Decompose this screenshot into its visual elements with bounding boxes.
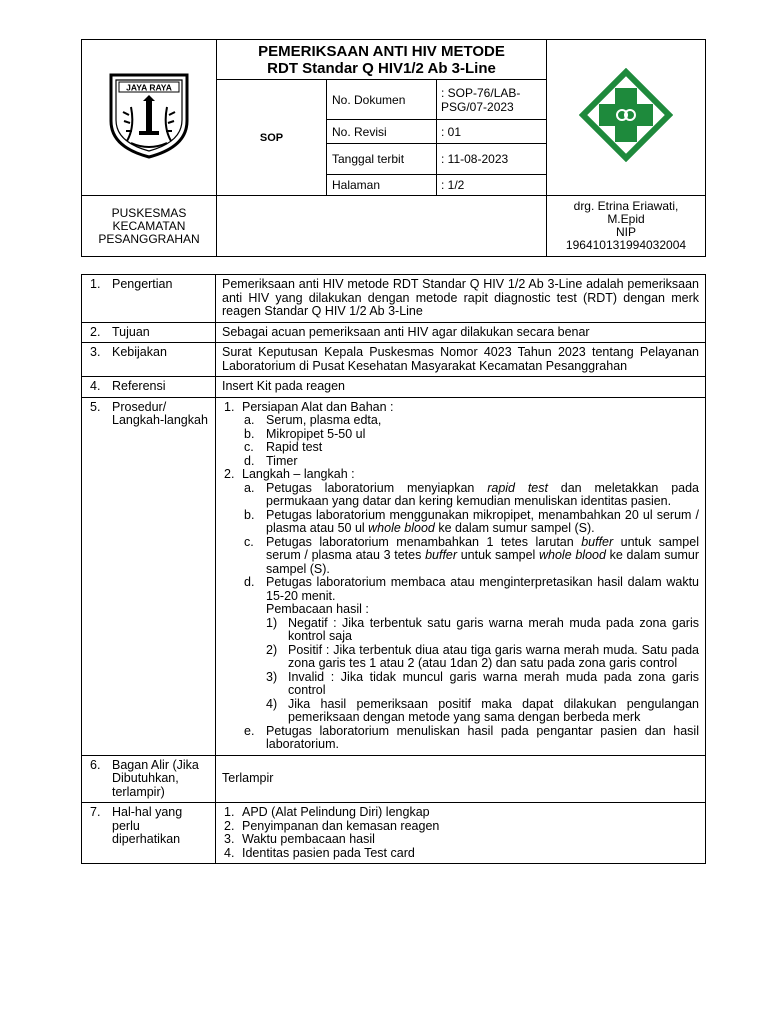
issue-date-value: : 11-08-2023 (437, 144, 547, 175)
list-item: 1. APD (Alat Pelindung Diri) lengkap (224, 805, 430, 819)
list-item: b. Petugas laboratorium menggunakan mikropipet, menambahkan 20 ul serum / plasma atau 50 ul whole blood ke dalam sumur sampel (S). (244, 507, 699, 535)
prosedur-content (216, 397, 706, 755)
doc-number-value: : SOP-76/LAB-PSG/07-2023 (437, 80, 547, 120)
list-item: 1) Negatif : Jika terbentuk satu garis warna merah muda pada zona garis kontrol saja (266, 615, 699, 643)
list-item: 2) Positif : Jika terbentuk diua atau tiga garis warna merah muda. Satu pada zona garis tes 1 atau 2 (atau 1dan 2) dan satu pada zona garis control (266, 642, 699, 670)
signer-block: drg. Etrina Eriawati, M.Epid NIP 196410131994032004 (547, 196, 706, 257)
list-item: 3. Waktu pembacaan hasil (224, 832, 375, 846)
sop-label: SOP (217, 80, 327, 196)
section-prosedur: 5. Prosedur/ Langkah-langkah 1. Persiapan Alat dan Bahan : a. Serum, plasma edta, b. Mikropipet 5-50 ul c. Rapid test d. Timer 2. Langkah – langkah : a. Petugas laboratorium menyiapkan rapid test dan meletakkan pada permukaan yang datar dan kering kemudian menuliskan identitas pasien. b. Petugas laboratorium menggunakan mikropipet, menambahkan 20 ul serum / plasma atau 50 ul whole blood ke dalam sumur sampel (S). c. Petugas laboratorium menambahkan 1 tetes larutan buffer untuk sampel serum / plasma atau 3 tetes buffer untuk sampel whole blood ke dalam sumur sampel (S). d. Petugas laboratorium membaca atau menginterpretasikan hasil dalam waktu 15-20 menit. Pembacaan hasil : 1) Negatif : Jika terbentuk satu garis warna merah muda pada zona garis kontrol saja 2) Positif : Jika terbentuk diua atau tiga garis warna merah muda. Satu pada zona garis tes 1 atau 2 (atau 1dan 2) dan satu pada zona garis control 3) Invalid : Jika tidak muncul garis warna merah muda pada zona garis control 4) Jika hasil pemeriksaan positif maka dapat dilakukan pengulangan pemeriksaan dengan metode yang sama dengan berbeda merk e. Petugas laboratorium menuliskan hasil pada pengantar pasien dan hasil laboratorium. (82, 397, 706, 755)
kebijakan-text: Surat Keputusan Kepala Puskesmas Nomor 4023 Tahun 2023 tentang Pelayanan Laboratorium di Pusat Kesehatan Masyarakat Kecamatan Pesanggrahan (216, 343, 706, 377)
list-item: d. Timer (244, 453, 298, 468)
institution-name: PUSKESMAS KECAMATAN PESANGGRAHAN (82, 196, 217, 257)
list-item: 1. Persiapan Alat dan Bahan : (224, 399, 394, 414)
jaya-raya-emblem-icon (105, 71, 193, 159)
pengertian-text: Pemeriksaan anti HIV metode RDT Standar Q HIV 1/2 Ab 3-Line adalah pemeriksaan anti HIV yang dilakukan dengan metode rapit diagnostic test (RDT) dengan merk reagen Standar Q HIV 1/2 Ab 3-Line (216, 275, 706, 323)
page-value: : 1/2 (437, 175, 547, 196)
sop-header-table (81, 39, 706, 257)
right-logo-cell (547, 40, 706, 196)
tujuan-text: Sebagai acuan pemeriksaan anti HIV agar dilakukan secara benar (216, 322, 706, 343)
list-item: 4) Jika hasil pemeriksaan positif maka dapat dilakukan pengulangan pemeriksaan dengan metode yang sama dengan berbeda merk (266, 696, 699, 724)
left-logo-cell (82, 40, 217, 196)
list-item: e. Petugas laboratorium menuliskan hasil pada pengantar pasien dan hasil laboratorium. (244, 723, 699, 751)
reading-results-title: Pembacaan hasil : (266, 602, 369, 616)
list-item: c. Petugas laboratorium menambahkan 1 tetes larutan buffer untuk sampel serum / plasma atau 3 tetes buffer untuk sampel whole blood ke dalam sumur sampel (S). (244, 534, 700, 576)
page-label: Halaman (327, 175, 437, 196)
list-item: 2. Penyimpanan dan kemasan reagen (224, 818, 440, 833)
puskesmas-cross-logo-icon (579, 68, 673, 162)
section-pengertian: 1. Pengertian Pemeriksaan anti HIV metode RDT Standar Q HIV 1/2 Ab 3-Line adalah pemeriksaan anti HIV yang dilakukan dengan metode rapit diagnostic test (RDT) dengan merk reagen Standar Q HIV 1/2 Ab 3-Line (82, 275, 706, 323)
section-kebijakan: 3. Kebijakan Surat Keputusan Kepala Puskesmas Nomor 4023 Tahun 2023 tentang Pelayanan Laboratorium di Pusat Kesehatan Masyarakat Kecamatan Pesanggrahan (82, 343, 706, 377)
section-referensi: 4. Referensi Insert Kit pada reagen (82, 377, 706, 398)
bagan-alir-text: Terlampir (216, 755, 706, 803)
list-item: a. Serum, plasma edta, (244, 413, 382, 427)
list-item: a. Petugas laboratorium menyiapkan rapid test dan meletakkan pada permukaan yang datar dan kering kemudian menuliskan identitas pasien. (244, 480, 699, 508)
sop-content-table (81, 274, 706, 864)
revision-value: : 01 (437, 120, 547, 144)
section-hal-hal: 7. Hal-hal yang perlu diperhatikan 1. APD (Alat Pelindung Diri) lengkap 2. Penyimpanan dan kemasan reagen 3. Waktu pembacaan hasil 4. Identitas pasien pada Test card (82, 803, 706, 864)
revision-label: No. Revisi (327, 120, 437, 144)
section-tujuan: 2. Tujuan Sebagai acuan pemeriksaan anti HIV agar dilakukan secara benar (82, 322, 706, 343)
hal-hal-content (216, 803, 706, 864)
list-item: 4. Identitas pasien pada Test card (224, 845, 415, 860)
list-item: 2. Langkah – langkah : (224, 467, 355, 481)
list-item: d. Petugas laboratorium membaca atau menginterpretasikan hasil dalam waktu 15-20 menit. (244, 575, 699, 603)
list-item: 3) Invalid : Jika tidak muncul garis warna merah muda pada zona garis control (266, 669, 699, 697)
referensi-text: Insert Kit pada reagen (216, 377, 706, 398)
issue-date-label: Tanggal terbit (327, 144, 437, 175)
list-item: c. Rapid test (244, 440, 323, 454)
section-bagan-alir: 6. Bagan Alir (Jika Dibutuhkan, terlampir) Terlampir (82, 755, 706, 803)
svg-text:JAYA RAYA: JAYA RAYA (126, 82, 172, 93)
document-title: PEMERIKSAAN ANTI HIV METODE RDT Standar Q HIV1/2 Ab 3-Line (217, 40, 547, 80)
blank-signature-area (217, 196, 547, 257)
doc-number-label: No. Dokumen (327, 80, 437, 120)
list-item: b. Mikropipet 5-50 ul (244, 426, 366, 441)
